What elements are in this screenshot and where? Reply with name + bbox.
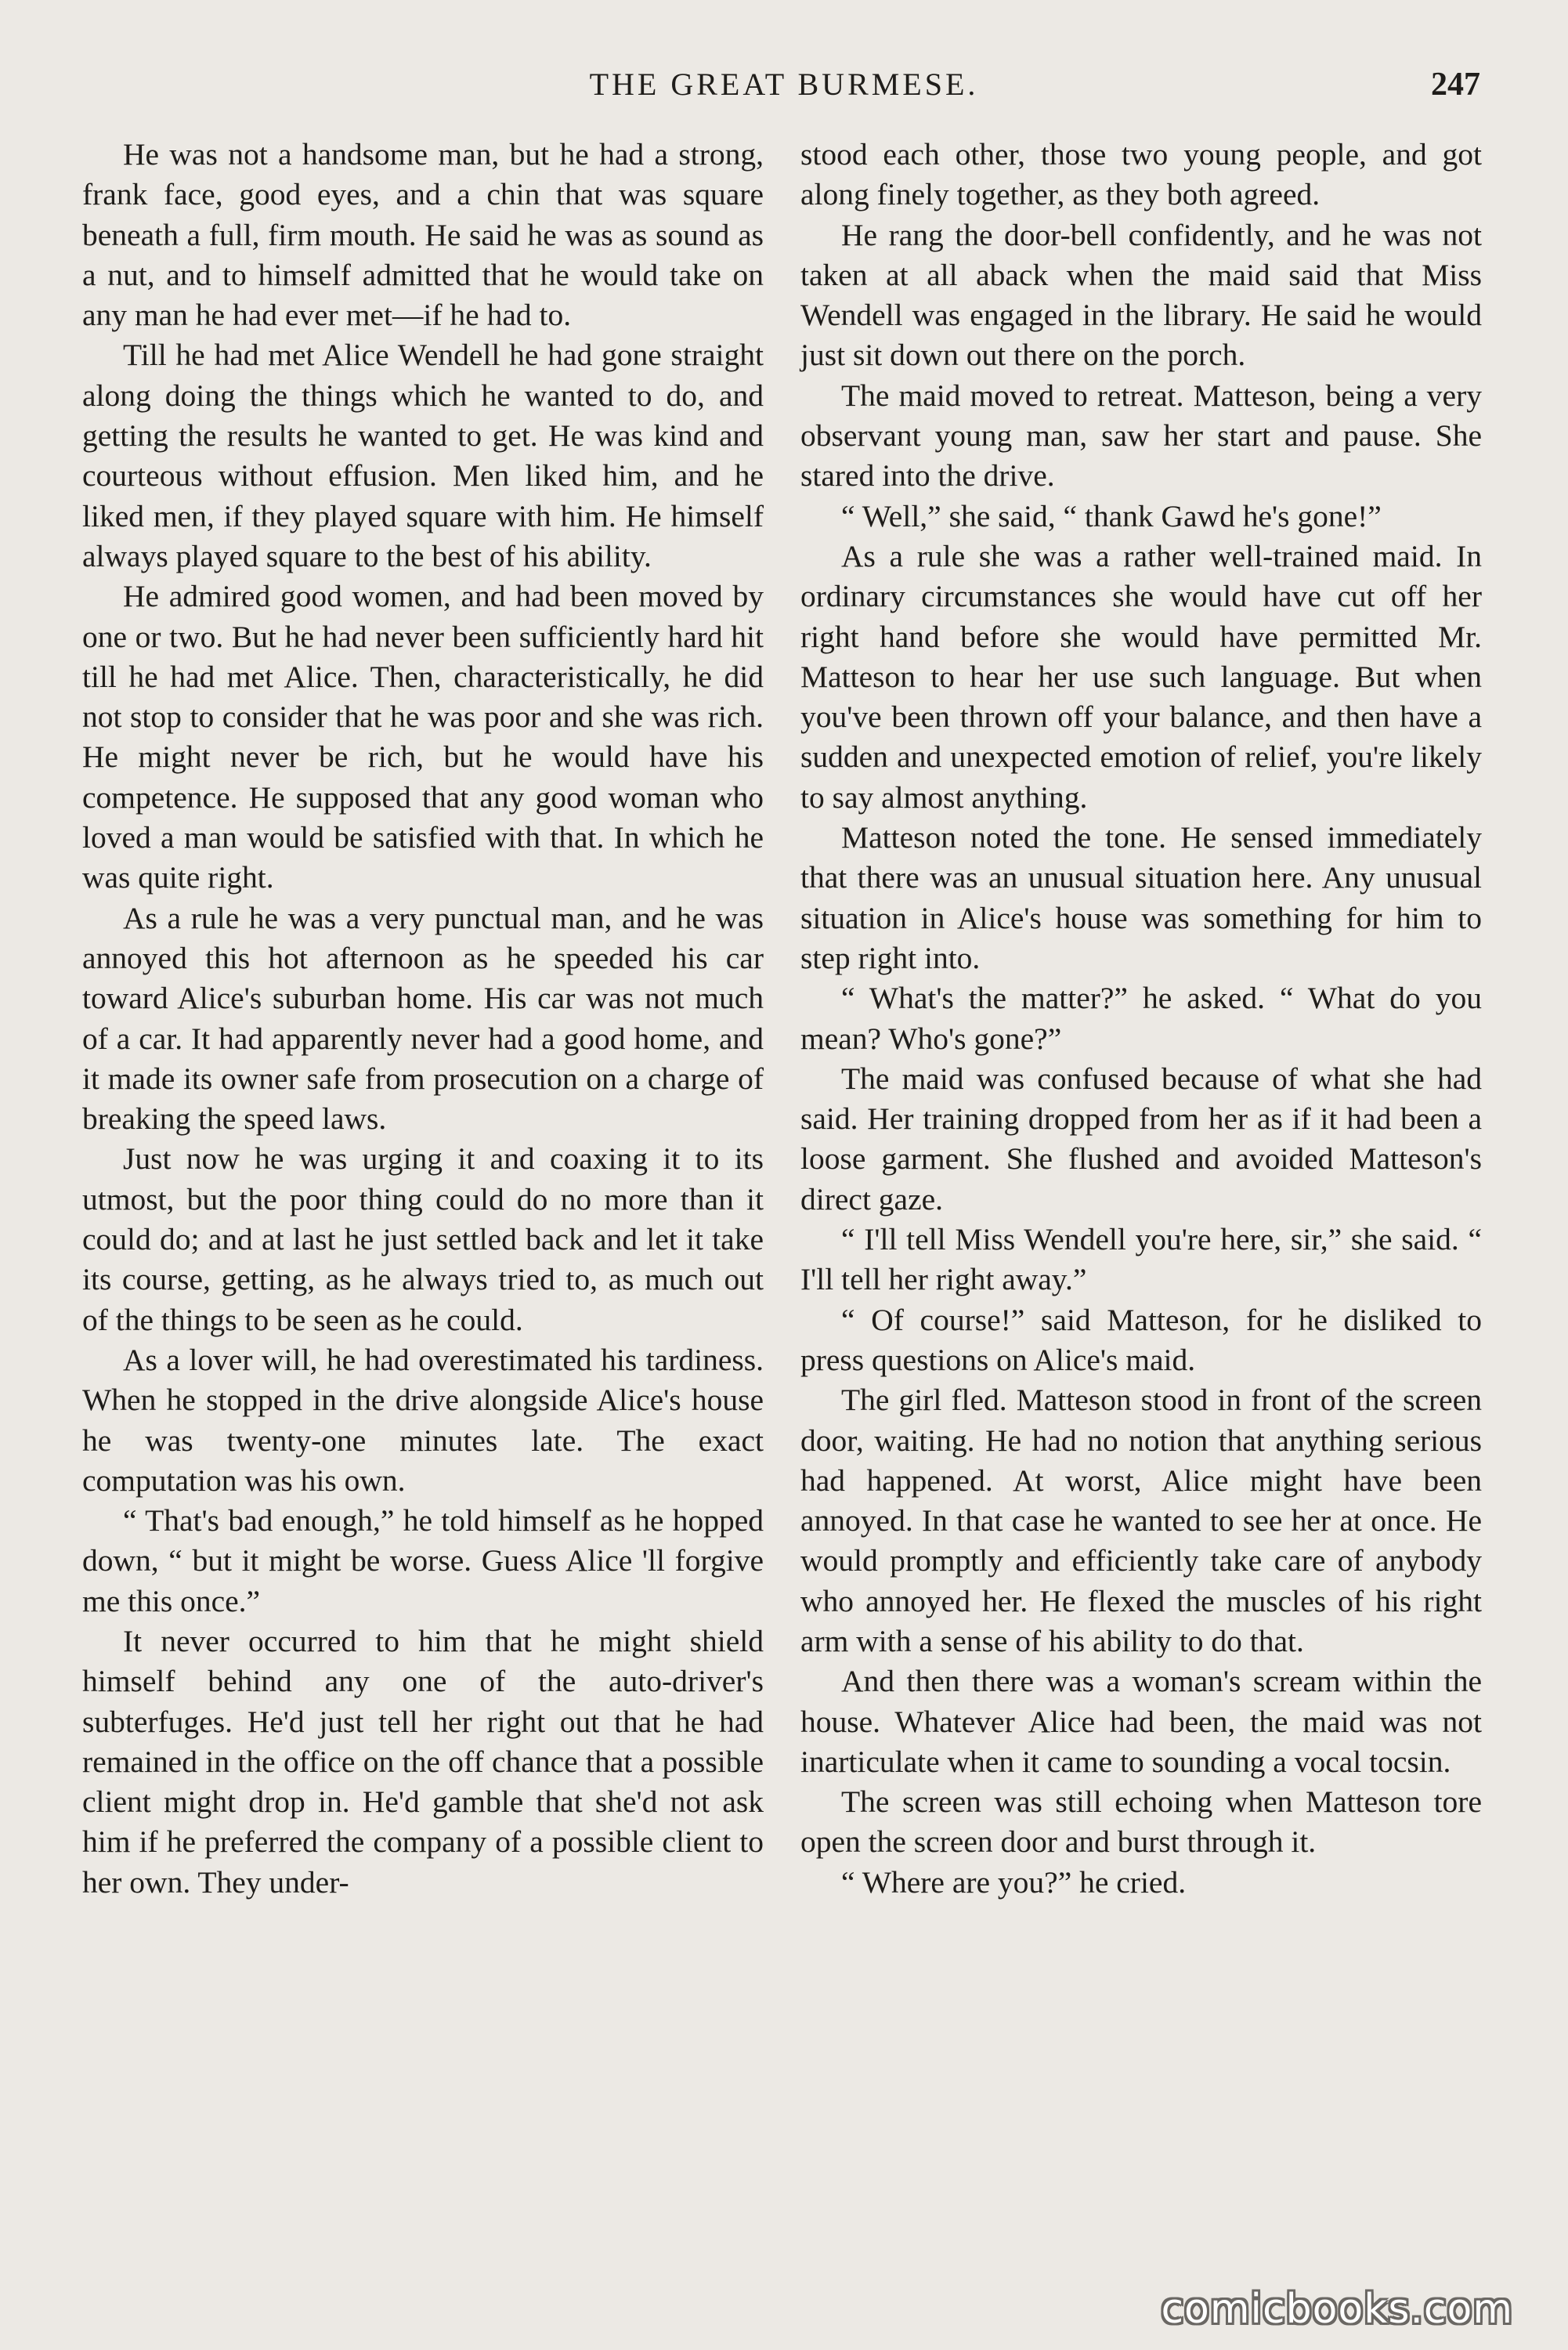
right-column bbox=[800, 135, 1482, 1903]
paragraph: “ Well,” she said, “ thank Gawd he's gone!” bbox=[841, 498, 1382, 533]
paragraph: He rang the door-bell confidently, and he was not taken at all aback when the maid said that Miss Wendell was engaged in the library. He said he would just sit down out there on the porch. bbox=[800, 217, 1482, 373]
paragraph: And then there was a woman's scream within the house. Whatever Alice had been, the maid was not inarticulate when it came to sounding a vocal tocsin. bbox=[800, 1664, 1482, 1779]
paragraph: It never occurred to him that he might shield himself behind any one of the auto-driver's subterfuges. He'd just tell her right out that he had remained in the office on the off chance that a possible client might drop in. He'd gamble that she'd not ask him if he preferred the company of a possible client to her own. They under- bbox=[82, 1623, 764, 1900]
paragraph: The maid moved to retreat. Matteson, being a very observant young man, saw her start and pause. She stared into the drive. bbox=[800, 378, 1482, 494]
paragraph: Just now he was urging it and coaxing it to its utmost, but the poor thing could do no more than it could do; and at last he just settled back and let it take its course, getting, as he always tried to, as much out of the things to be seen as he could. bbox=[82, 1141, 764, 1337]
paragraph: As a rule he was a very punctual man, and he was annoyed this hot afternoon as he speeded his car toward Alice's suburban home. His car was not much of a car. It had apparently never had a good home, and it made its owner safe from prosecution on a charge of breaking the speed laws. bbox=[82, 900, 764, 1137]
running-head bbox=[0, 61, 1568, 108]
paragraph: “ Where are you?” he cried. bbox=[841, 1864, 1187, 1900]
paragraph: As a lover will, he had overestimated his tardiness. When he stopped in the drive alongside Alice's house he was twenty-one minutes late. The exact computation was his own. bbox=[82, 1342, 764, 1498]
paragraph: “ What's the matter?” he asked. “ What do you mean? Who's gone?” bbox=[800, 981, 1482, 1056]
page-number: 247 bbox=[1431, 67, 1480, 103]
paragraph: “ I'll tell Miss Wendell you're here, sir,” she said. “ I'll tell her right away.” bbox=[800, 1222, 1482, 1297]
paragraph: The girl fled. Matteson stood in front of the screen door, waiting. He had no notion that anything serious had happened. At worst, Alice might have been annoyed. In that case he wanted to see her at once. He would promptly and efficiently take care of anybody who annoyed her. He flexed the muscles of his right arm with a sense of his ability to do that. bbox=[800, 1383, 1482, 1658]
paragraph: The maid was confused because of what she had said. Her training dropped from her as if it had been a loose garment. She flushed and avoided Matteson's direct gaze. bbox=[800, 1061, 1482, 1217]
paragraph: He was not a handsome man, but he had a strong, frank face, good eyes, and a chin that was square beneath a full, firm mouth. He said he was as sound as a nut, and to himself admitted that he would take on any man he had ever met—if he had to. bbox=[82, 137, 764, 333]
running-title: THE GREAT BURMESE. bbox=[589, 67, 979, 102]
site-watermark: comicbooks.com bbox=[1161, 2286, 1513, 2333]
paragraph: He admired good women, and had been moved by one or two. But he had never been sufficiently hard hit till he had met Alice. Then, characteristically, he did not stop to consider that he was poor and she was rich. He might never be rich, but he would have his competence. He supposed that any good woman who loved a man would be satisfied with that. In which he was quite right. bbox=[82, 579, 764, 895]
paragraph: Matteson noted the tone. He sensed immediately that there was an unusual situation here. Any unusual situation in Alice's house was something for him to step right into. bbox=[800, 820, 1482, 975]
paragraph: Till he had met Alice Wendell he had gone straight along doing the things which he wanted to do, and getting the results he wanted to get. He was kind and courteous without effusion. Men liked him, and he liked men, if they played square with him. He himself always played square to the best of his ability. bbox=[82, 338, 764, 573]
paragraph: “ Of course!” said Matteson, for he disliked to press questions on Alice's maid. bbox=[800, 1302, 1482, 1377]
paragraph: The screen was still echoing when Matteson tore open the screen door and burst through it. bbox=[800, 1784, 1482, 1860]
paragraph: “ That's bad enough,” he told himself as he hopped down, “ but it might be worse. Guess Alice 'll forgive me this once.” bbox=[82, 1503, 764, 1618]
paragraph-continued: stood each other, those two young people, and got along finely together, as they both agreed. bbox=[800, 137, 1482, 212]
paragraph: As a rule she was a rather well-trained maid. In ordinary circumstances she would have cut off her right hand before she would have permitted Mr. Matteson to hear her use such language. But when you've been thrown off your balance, and then have a sudden and unexpected emotion of relief, you're likely to say almost anything. bbox=[800, 538, 1482, 815]
left-column bbox=[82, 135, 764, 1903]
